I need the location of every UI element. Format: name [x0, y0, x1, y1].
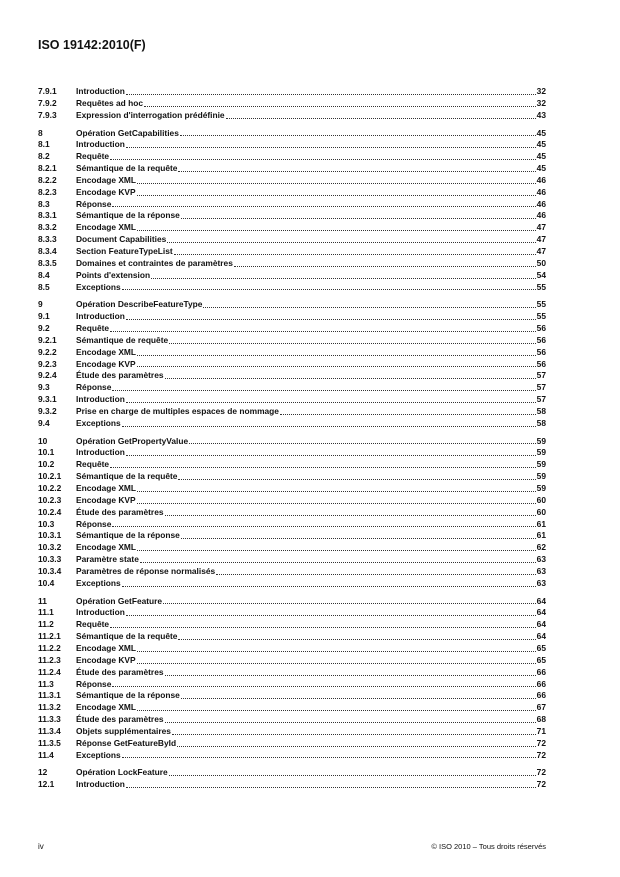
page-number: iv [38, 842, 44, 851]
toc-entry-title: Sémantique de la requête [76, 471, 178, 482]
toc-leader-dots [172, 734, 536, 735]
toc-leader-dots [137, 550, 536, 551]
toc-entry-number: 10.2.3 [38, 494, 62, 505]
toc-entry-page: 66 [536, 666, 546, 677]
toc-entry-page: 47 [536, 222, 546, 233]
toc-leader-dots [137, 710, 536, 711]
toc-leader-dots [234, 266, 536, 267]
toc-leader-dots [137, 503, 536, 504]
toc-entry[interactable] [38, 554, 546, 566]
toc-section [38, 436, 546, 590]
toc-leader-dots [137, 651, 536, 652]
toc-entry[interactable] [38, 738, 546, 750]
toc-entry-title: Exceptions [76, 417, 121, 428]
toc-entry-page: 46 [536, 198, 546, 209]
toc-leader-dots [137, 491, 536, 492]
toc-leader-dots [151, 278, 536, 279]
toc-entry-title: Sémantique de la réponse [76, 210, 180, 221]
toc-entry-number: 8.3.2 [38, 222, 57, 233]
toc-leader-dots [165, 378, 536, 379]
toc-entry-title: Opération GetPropertyValue [76, 435, 189, 446]
toc-entry[interactable] [38, 406, 546, 418]
toc-entry-number: 9.3.2 [38, 405, 57, 416]
document-header: ISO 19142:2010(F) [38, 38, 146, 52]
toc-entry[interactable] [38, 382, 546, 394]
toc-entry-title: Opération DescribeFeatureType [76, 299, 203, 310]
toc-entry[interactable] [38, 335, 546, 347]
toc-leader-dots [137, 230, 536, 231]
toc-entry-title: Étude des paramètres [76, 666, 164, 677]
toc-entry-page: 62 [536, 542, 546, 553]
toc-entry-title: Requête [76, 323, 110, 334]
toc-entry-title: Encodage XML [76, 346, 137, 357]
toc-section [38, 128, 546, 294]
toc-entry-page: 66 [536, 690, 546, 701]
toc-entry-title: Objets supplémentaires [76, 725, 171, 736]
toc-entry-title: Opération GetFeature [76, 595, 163, 606]
toc-entry-page: 45 [536, 151, 546, 162]
toc-entry-page: 50 [536, 257, 546, 268]
toc-entry[interactable] [38, 507, 546, 519]
toc-leader-dots [169, 775, 536, 776]
toc-entry-title: Encodage XML [76, 174, 137, 185]
toc-entry-title: Réponse [76, 678, 112, 689]
toc-entry[interactable] [38, 578, 546, 590]
toc-entry[interactable] [38, 495, 546, 507]
toc-entry-number: 11.2 [38, 619, 54, 630]
toc-entry[interactable] [38, 110, 546, 122]
toc-entry[interactable] [38, 222, 546, 234]
toc-entry-title: Étude des paramètres [76, 714, 164, 725]
toc-entry-title: Exceptions [76, 577, 121, 588]
toc-entry-number: 7.9.1 [38, 86, 57, 96]
toc-entry[interactable] [38, 128, 546, 140]
toc-entry-number: 8.2.1 [38, 163, 57, 174]
toc-leader-dots [140, 562, 536, 563]
toc-leader-dots [126, 402, 536, 403]
toc-entry[interactable] [38, 347, 546, 359]
toc-leader-dots [137, 355, 536, 356]
toc-entry[interactable] [38, 679, 546, 691]
toc-entry-title: Introduction [76, 86, 125, 96]
toc-entry-number: 8.3.5 [38, 257, 57, 268]
toc-entry[interactable] [38, 139, 546, 151]
toc-entry-page: 59 [536, 435, 546, 446]
toc-entry-page: 72 [536, 779, 546, 790]
toc-entry[interactable] [38, 714, 546, 726]
toc-entry-number: 11.3 [38, 678, 54, 689]
toc-entry-page: 59 [536, 459, 546, 470]
toc-leader-dots [122, 586, 536, 587]
toc-entry[interactable] [38, 151, 546, 163]
toc-entry-number: 11.3.4 [38, 725, 61, 736]
toc-leader-dots [110, 159, 536, 160]
toc-entry[interactable] [38, 471, 546, 483]
toc-entry-title: Domaines et contraintes de paramètres [76, 257, 233, 268]
toc-entry-title: Sémantique de la réponse [76, 690, 180, 701]
toc-entry-page: 61 [536, 518, 546, 529]
toc-entry-page: 68 [536, 714, 546, 725]
toc-entry[interactable] [38, 282, 546, 294]
toc-entry-title: Introduction [76, 779, 125, 790]
toc-leader-dots [126, 455, 536, 456]
toc-entry-number: 10.3.1 [38, 530, 62, 541]
toc-entry-page: 46 [536, 174, 546, 185]
toc-entry-number: 7.9.3 [38, 109, 57, 120]
toc-entry[interactable] [38, 530, 546, 542]
toc-entry-number: 10.3.2 [38, 542, 62, 553]
toc-entry-title: Réponse [76, 518, 112, 529]
toc-entry[interactable] [38, 767, 546, 779]
toc-section [38, 767, 546, 791]
toc-entry-number: 10.4 [38, 577, 55, 588]
toc-entry-page: 32 [536, 97, 546, 108]
toc-entry-title: Introduction [76, 607, 125, 618]
toc-entry-title: Sémantique de la requête [76, 631, 178, 642]
toc-entry-title: Encodage XML [76, 702, 137, 713]
toc-entry-page: 56 [536, 323, 546, 334]
toc-entry-title: Paramètres de réponse normalisés [76, 565, 216, 576]
toc-entry-page: 47 [536, 234, 546, 245]
toc-entry-page: 65 [536, 642, 546, 653]
toc-leader-dots [178, 639, 535, 640]
toc-entry-page: 58 [536, 417, 546, 428]
toc-entry-number: 8.3.1 [38, 210, 57, 221]
toc-entry-number: 10.1 [38, 447, 55, 458]
toc-leader-dots [122, 426, 536, 427]
toc-entry[interactable] [38, 596, 546, 608]
toc-leader-dots [137, 183, 536, 184]
toc-entry-number: 10.3.3 [38, 554, 62, 565]
toc-entry[interactable] [38, 98, 546, 110]
toc-entry-title: Encodage XML [76, 222, 137, 233]
toc-entry[interactable] [38, 175, 546, 187]
toc-entry-number: 8.1 [38, 139, 50, 150]
toc-leader-dots [112, 390, 535, 391]
toc-entry-number: 9.2.1 [38, 334, 57, 345]
toc-leader-dots [203, 307, 535, 308]
toc-entry-title: Encodage KVP [76, 186, 136, 197]
toc-leader-dots [163, 603, 536, 604]
toc-entry-title: Encodage KVP [76, 654, 136, 665]
toc-entry[interactable] [38, 667, 546, 679]
toc-leader-dots [189, 443, 536, 444]
toc-entry-number: 10 [38, 435, 48, 446]
toc-entry-title: Paramètre state [76, 554, 139, 565]
toc-entry[interactable] [38, 234, 546, 246]
toc-entry-page: 60 [536, 506, 546, 517]
toc-leader-dots [110, 467, 536, 468]
toc-entry[interactable] [38, 299, 546, 311]
toc-entry-page: 56 [536, 346, 546, 357]
toc-entry-number: 11.2.1 [38, 631, 61, 642]
toc-leader-dots [126, 319, 536, 320]
toc-leader-dots [165, 722, 536, 723]
toc-leader-dots [137, 195, 536, 196]
toc-entry-title: Sémantique de la requête [76, 163, 178, 174]
toc-entry-title: Points d'extension [76, 269, 151, 280]
toc-entry-number: 8 [38, 127, 43, 138]
toc-entry-title: Réponse [76, 198, 112, 209]
toc-entry-title: Sémantique de requête [76, 334, 169, 345]
toc-leader-dots [181, 538, 536, 539]
toc-entry-title: Sémantique de la réponse [76, 530, 180, 541]
toc-entry[interactable] [38, 210, 546, 222]
toc-entry-page: 63 [536, 565, 546, 576]
toc-entry-title: Exceptions [76, 749, 121, 760]
toc-leader-dots [169, 343, 536, 344]
toc-leader-dots [178, 171, 535, 172]
toc-leader-dots [112, 686, 535, 687]
toc-entry-title: Section FeatureTypeList [76, 245, 173, 256]
toc-entry-number: 11.4 [38, 749, 54, 760]
toc-entry-number: 8.2 [38, 151, 50, 162]
toc-entry-number: 11.2.4 [38, 666, 61, 677]
toc-entry-title: Étude des paramètres [76, 370, 164, 381]
toc-leader-dots [126, 94, 536, 95]
toc-entry-page: 63 [536, 577, 546, 588]
toc-entry-page: 57 [536, 382, 546, 393]
toc-entry[interactable] [38, 631, 546, 643]
toc-entry-page: 56 [536, 358, 546, 369]
toc-entry-number: 9.2.2 [38, 346, 57, 357]
toc-leader-dots [280, 414, 536, 415]
toc-entry-title: Expression d'interrogation prédéfinie [76, 109, 225, 120]
toc-entry-page: 64 [536, 619, 546, 630]
toc-leader-dots [112, 206, 535, 207]
toc-entry-number: 11.2.3 [38, 654, 61, 665]
toc-leader-dots [181, 698, 536, 699]
toc-entry-number: 8.3.3 [38, 234, 57, 245]
toc-entry[interactable] [38, 690, 546, 702]
toc-section [38, 86, 546, 122]
toc-entry[interactable] [38, 199, 546, 211]
toc-leader-dots [122, 757, 536, 758]
toc-entry-number: 8.2.3 [38, 186, 57, 197]
toc-entry-page: 57 [536, 370, 546, 381]
toc-entry-page: 32 [536, 86, 546, 96]
toc-entry-page: 57 [536, 394, 546, 405]
toc-entry-title: Étude des paramètres [76, 506, 164, 517]
toc-entry-title: Opération GetCapabilities [76, 127, 179, 138]
toc-leader-dots [137, 663, 536, 664]
toc-entry-page: 66 [536, 678, 546, 689]
toc-entry[interactable] [38, 607, 546, 619]
toc-entry-title: Requête [76, 619, 110, 630]
toc-entry[interactable] [38, 483, 546, 495]
toc-entry-page: 58 [536, 405, 546, 416]
toc-entry[interactable] [38, 323, 546, 335]
toc-entry[interactable] [38, 519, 546, 531]
toc-leader-dots [177, 746, 536, 747]
toc-entry-page: 46 [536, 186, 546, 197]
toc-entry-number: 8.2.2 [38, 174, 57, 185]
toc-entry[interactable] [38, 643, 546, 655]
toc-leader-dots [181, 218, 536, 219]
toc-entry-number: 9 [38, 299, 43, 310]
toc-entry-page: 72 [536, 737, 546, 748]
toc-leader-dots [165, 515, 536, 516]
toc-entry-page: 55 [536, 281, 546, 292]
toc-entry-number: 8.3 [38, 198, 50, 209]
toc-entry-number: 7.9.2 [38, 97, 57, 108]
toc-leader-dots [122, 289, 536, 290]
toc-entry-title: Document Capabilities [76, 234, 167, 245]
toc-entry[interactable] [38, 750, 546, 762]
toc-entry-title: Requêtes ad hoc [76, 97, 144, 108]
toc-entry-page: 55 [536, 299, 546, 310]
toc-entry-page: 72 [536, 767, 546, 778]
toc-leader-dots [180, 135, 536, 136]
toc-entry-title: Requête [76, 459, 110, 470]
toc-entry-page: 55 [536, 311, 546, 322]
toc-entry[interactable] [38, 258, 546, 270]
copyright-notice: © ISO 2010 – Tous droits réservés [431, 842, 546, 851]
toc-entry-page: 59 [536, 447, 546, 458]
toc-entry-page: 56 [536, 334, 546, 345]
toc-entry-number: 10.2 [38, 459, 55, 470]
toc-leader-dots [126, 147, 536, 148]
toc-entry-number: 9.2.4 [38, 370, 57, 381]
toc-entry-number: 8.3.4 [38, 245, 57, 256]
toc-leader-dots [110, 331, 536, 332]
toc-entry-title: Encodage XML [76, 642, 137, 653]
toc-entry[interactable] [38, 270, 546, 282]
toc-entry-page: 64 [536, 607, 546, 618]
toc-entry-title: Encodage XML [76, 542, 137, 553]
toc-entry[interactable] [38, 370, 546, 382]
toc-entry[interactable] [38, 447, 546, 459]
toc-entry-page: 64 [536, 595, 546, 606]
toc-entry-number: 10.3.4 [38, 565, 62, 576]
toc-entry[interactable] [38, 418, 546, 430]
toc-leader-dots [137, 366, 536, 367]
toc-entry[interactable] [38, 187, 546, 199]
toc-entry-number: 11.3.3 [38, 714, 61, 725]
toc-entry-page: 59 [536, 483, 546, 493]
toc-entry[interactable] [38, 779, 546, 791]
toc-entry-number: 9.3.1 [38, 394, 57, 405]
toc-entry-number: 11 [38, 595, 47, 606]
toc-section [38, 596, 546, 762]
toc-entry-page: 63 [536, 554, 546, 565]
toc-entry-title: Prise en charge de multiples espaces de nommage [76, 405, 279, 416]
toc-entry[interactable] [38, 394, 546, 406]
toc-leader-dots [126, 787, 536, 788]
toc-entry-number: 12.1 [38, 779, 55, 790]
toc-entry-page: 72 [536, 749, 546, 760]
toc-entry[interactable] [38, 702, 546, 714]
toc-entry-page: 54 [536, 269, 546, 280]
toc-entry-title: Introduction [76, 311, 125, 322]
toc-entry[interactable] [38, 655, 546, 667]
toc-entry-title: Introduction [76, 447, 125, 458]
toc-entry-number: 11.1 [38, 607, 54, 618]
toc-entry-page: 47 [536, 245, 546, 256]
toc-entry[interactable] [38, 726, 546, 738]
toc-entry-number: 8.5 [38, 281, 50, 292]
toc-entry-title: Requête [76, 151, 110, 162]
toc-entry-title: Encodage KVP [76, 494, 136, 505]
toc-entry-title: Introduction [76, 139, 125, 150]
toc-entry[interactable] [38, 163, 546, 175]
toc-entry[interactable] [38, 246, 546, 258]
toc-entry[interactable] [38, 311, 546, 323]
table-of-contents [38, 86, 546, 797]
toc-entry-title: Exceptions [76, 281, 121, 292]
toc-entry-page: 46 [536, 210, 546, 221]
toc-entry-number: 11.3.1 [38, 690, 61, 701]
toc-entry[interactable] [38, 566, 546, 578]
toc-entry-page: 45 [536, 163, 546, 174]
toc-leader-dots [112, 526, 535, 527]
toc-section [38, 299, 546, 429]
toc-leader-dots [178, 479, 535, 480]
toc-entry-page: 45 [536, 139, 546, 150]
toc-entry-number: 12 [38, 767, 48, 778]
toc-leader-dots [110, 627, 536, 628]
toc-leader-dots [165, 675, 536, 676]
toc-entry-number: 10.2.4 [38, 506, 62, 517]
toc-leader-dots [167, 242, 535, 243]
toc-entry-number: 11.3.2 [38, 702, 61, 713]
toc-entry-title: Encodage KVP [76, 358, 136, 369]
toc-entry[interactable] [38, 459, 546, 471]
toc-entry-number: 9.1 [38, 311, 50, 322]
toc-entry[interactable] [38, 542, 546, 554]
toc-entry-page: 43 [536, 109, 546, 120]
toc-entry[interactable] [38, 619, 546, 631]
toc-leader-dots [216, 574, 535, 575]
toc-entry-page: 71 [536, 725, 546, 736]
toc-leader-dots [226, 118, 536, 119]
toc-leader-dots [144, 106, 536, 107]
toc-entry-number: 10.3 [38, 518, 55, 529]
toc-leader-dots [174, 254, 536, 255]
toc-entry-page: 61 [536, 530, 546, 541]
toc-entry-number: 8.4 [38, 269, 50, 280]
toc-entry-page: 64 [536, 631, 546, 642]
toc-entry-number: 10.2.1 [38, 471, 62, 482]
toc-entry-number: 9.4 [38, 417, 50, 428]
toc-entry-title: Opération LockFeature [76, 767, 168, 778]
toc-entry-number: 9.2 [38, 323, 50, 334]
toc-entry-title: Introduction [76, 394, 125, 405]
toc-entry[interactable] [38, 436, 546, 448]
toc-entry-page: 60 [536, 494, 546, 505]
toc-leader-dots [126, 615, 536, 616]
toc-entry-number: 10.2.2 [38, 483, 62, 493]
toc-entry[interactable] [38, 86, 546, 98]
toc-entry-title: Réponse GetFeatureById [76, 737, 177, 748]
toc-entry-number: 9.3 [38, 382, 50, 393]
toc-entry-page: 67 [536, 702, 546, 713]
toc-entry-number: 9.2.3 [38, 358, 57, 369]
toc-entry[interactable] [38, 359, 546, 371]
toc-entry-page: 59 [536, 471, 546, 482]
toc-entry-number: 11.2.2 [38, 642, 61, 653]
toc-entry-title: Réponse [76, 382, 112, 393]
toc-entry-page: 65 [536, 654, 546, 665]
toc-entry-number: 11.3.5 [38, 737, 61, 748]
toc-entry-page: 45 [536, 127, 546, 138]
toc-entry-title: Encodage XML [76, 483, 137, 493]
